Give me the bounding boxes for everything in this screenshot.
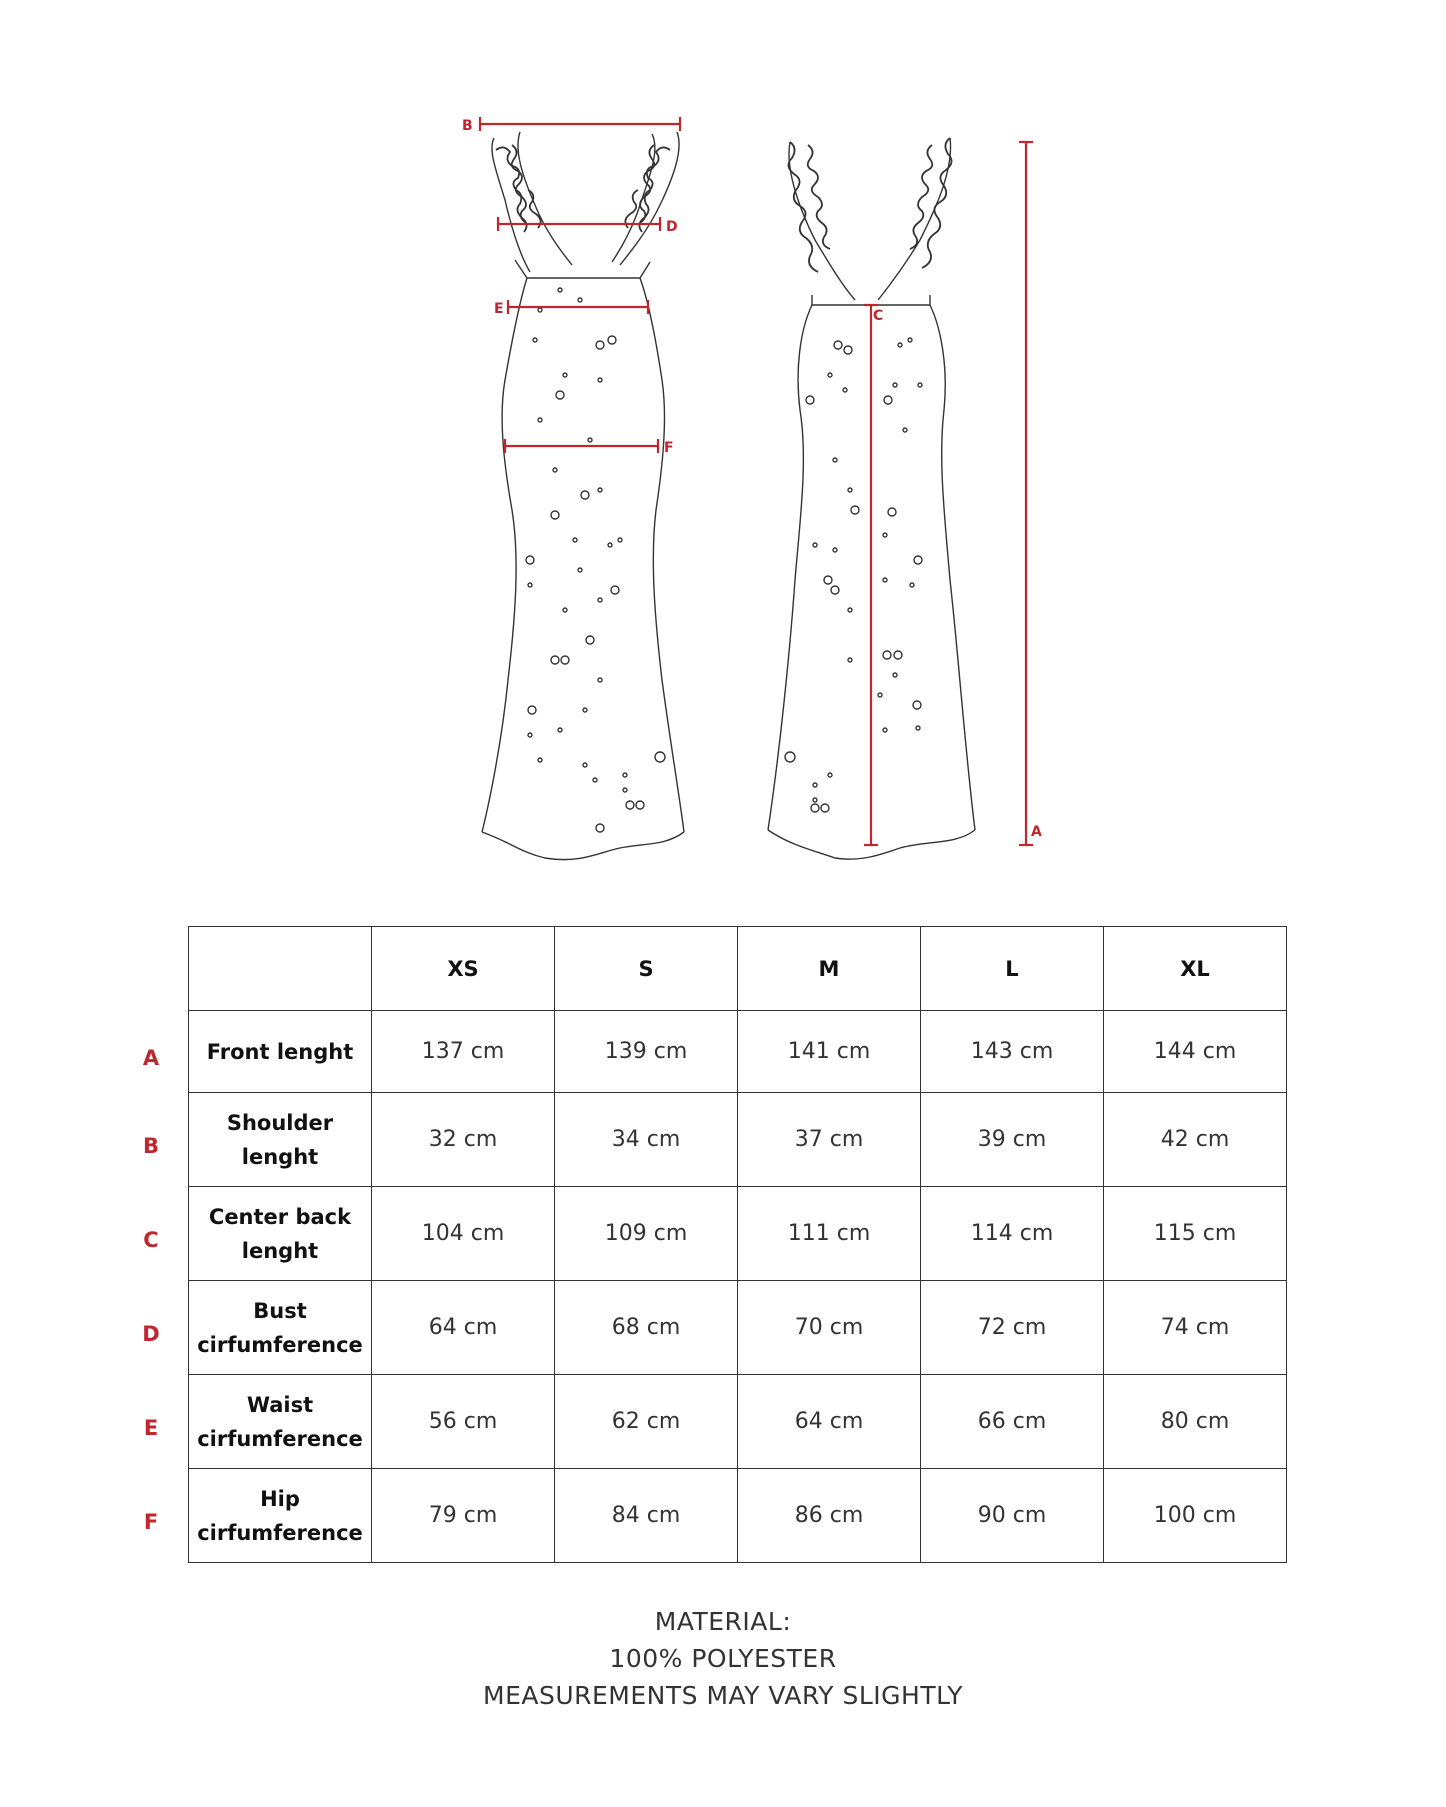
header-size-xs: XS — [372, 927, 555, 1011]
table-cell: 74 cm — [1104, 1281, 1287, 1375]
table-cell: 79 cm — [372, 1469, 555, 1563]
row-letter-b: B — [142, 1134, 159, 1158]
table-cell: 68 cm — [555, 1281, 738, 1375]
header-empty-cell — [189, 927, 372, 1011]
header-size-s: S — [555, 927, 738, 1011]
table-cell: 143 cm — [921, 1011, 1104, 1093]
row-letter-f: F — [143, 1510, 159, 1534]
table-row — [189, 1281, 1287, 1375]
table-cell: 64 cm — [738, 1375, 921, 1469]
table-cell: 39 cm — [921, 1093, 1104, 1187]
dress-front-view — [482, 132, 684, 860]
diagram-label-f: F — [664, 440, 674, 456]
row-label: Bust cirfumference — [189, 1281, 372, 1375]
material-heading: MATERIAL: — [654, 1607, 792, 1636]
table-cell: 66 cm — [921, 1375, 1104, 1469]
table-cell: 100 cm — [1104, 1469, 1287, 1563]
table-cell: 115 cm — [1104, 1187, 1287, 1281]
measurement-lines — [480, 117, 1033, 845]
material-footer — [0, 1603, 1446, 1714]
diagram-label-b: B — [462, 118, 473, 134]
table-cell: 141 cm — [738, 1011, 921, 1093]
row-label: Front lenght — [189, 1011, 372, 1093]
table-cell: 42 cm — [1104, 1093, 1287, 1187]
table-cell: 62 cm — [555, 1375, 738, 1469]
diagram-label-d: D — [666, 219, 678, 235]
row-label: Hip cirfumference — [189, 1469, 372, 1563]
row-letter-e: E — [143, 1416, 159, 1440]
table-header-row — [189, 927, 1287, 1011]
material-composition: 100% POLYESTER — [609, 1644, 837, 1673]
row-label: Center back lenght — [189, 1187, 372, 1281]
size-chart-table — [188, 926, 1287, 1563]
dot-pattern — [526, 288, 665, 832]
table-cell: 109 cm — [555, 1187, 738, 1281]
header-size-m: M — [738, 927, 921, 1011]
table-row — [189, 1187, 1287, 1281]
table-cell: 111 cm — [738, 1187, 921, 1281]
table-row — [189, 1375, 1287, 1469]
table-cell: 90 cm — [921, 1469, 1104, 1563]
diagram-label-c: C — [873, 308, 884, 324]
table-cell: 32 cm — [372, 1093, 555, 1187]
table-cell: 104 cm — [372, 1187, 555, 1281]
diagram-label-e: E — [494, 301, 504, 317]
dot-pattern-back — [785, 338, 922, 812]
table-cell: 139 cm — [555, 1011, 738, 1093]
row-label: Shoulder lenght — [189, 1093, 372, 1187]
table-cell: 114 cm — [921, 1187, 1104, 1281]
table-row — [189, 1011, 1287, 1093]
measurement-disclaimer: MEASUREMENTS MAY VARY SLIGHTLY — [483, 1681, 963, 1710]
row-letter-c: C — [143, 1228, 159, 1252]
row-letter-d: D — [142, 1322, 160, 1346]
table-cell: 84 cm — [555, 1469, 738, 1563]
table-row — [189, 1469, 1287, 1563]
table-row — [189, 1093, 1287, 1187]
table-cell: 86 cm — [738, 1469, 921, 1563]
header-size-xl: XL — [1104, 927, 1287, 1011]
table-cell: 137 cm — [372, 1011, 555, 1093]
table-cell: 64 cm — [372, 1281, 555, 1375]
row-label: Waist cirfumference — [189, 1375, 372, 1469]
diagram-label-a: A — [1031, 824, 1042, 840]
table-cell: 37 cm — [738, 1093, 921, 1187]
table-cell: 34 cm — [555, 1093, 738, 1187]
row-letter-a: A — [142, 1046, 160, 1070]
header-size-l: L — [921, 927, 1104, 1011]
table-cell: 80 cm — [1104, 1375, 1287, 1469]
dress-measurement-diagram — [0, 0, 1446, 880]
table-cell: 72 cm — [921, 1281, 1104, 1375]
table-cell: 70 cm — [738, 1281, 921, 1375]
table-cell: 144 cm — [1104, 1011, 1287, 1093]
table-cell: 56 cm — [372, 1375, 555, 1469]
